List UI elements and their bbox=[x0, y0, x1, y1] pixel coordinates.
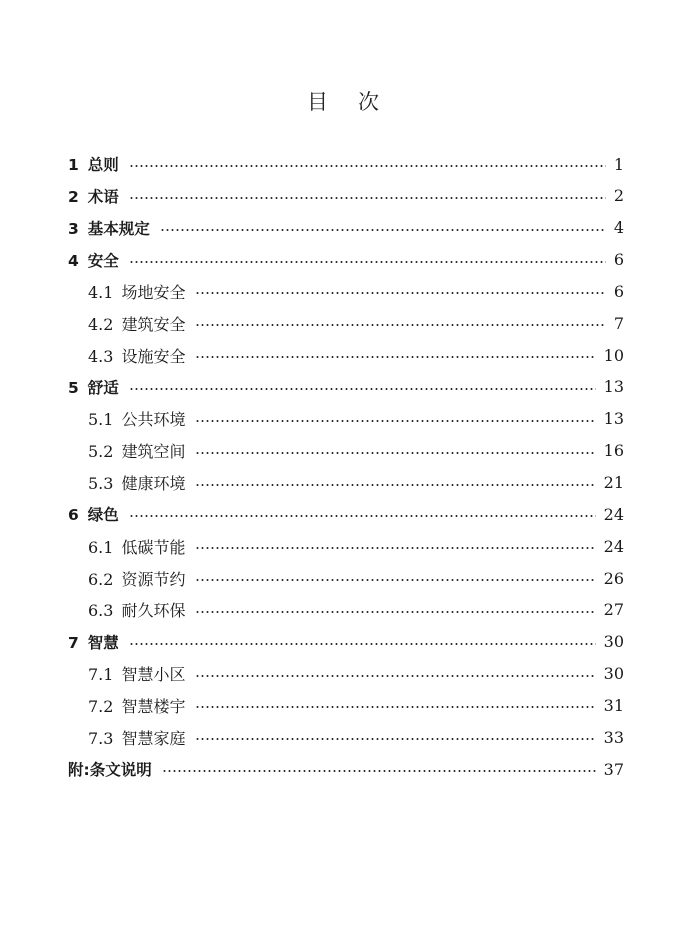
dot-leader bbox=[195, 484, 595, 486]
toc-entry-number: 7.1 bbox=[88, 665, 114, 685]
toc-page-number: 13 bbox=[603, 377, 624, 397]
toc-chapter-entry[interactable] bbox=[68, 753, 624, 785]
toc-page-number: 31 bbox=[603, 695, 624, 715]
toc-entry-label bbox=[68, 185, 119, 207]
toc-chapter-entry[interactable] bbox=[68, 371, 624, 403]
dot-leader bbox=[195, 324, 605, 326]
toc-entry-label bbox=[88, 344, 185, 367]
toc-entry-title: 智慧楼宇 bbox=[121, 696, 186, 716]
toc-entry-title: 绿色 bbox=[87, 506, 119, 525]
toc-entry-label bbox=[88, 407, 185, 430]
toc-chapter-entry[interactable] bbox=[68, 626, 624, 658]
toc-section-entry[interactable] bbox=[88, 562, 624, 594]
toc-entry-title: 智慧家庭 bbox=[121, 728, 186, 748]
toc-entry-label bbox=[88, 726, 185, 749]
toc-page-number: 33 bbox=[603, 727, 624, 747]
dot-leader bbox=[195, 675, 595, 677]
toc-page-number: 6 bbox=[613, 250, 624, 270]
toc-entry-label bbox=[68, 376, 119, 398]
toc-entry-number: 6.3 bbox=[88, 601, 114, 621]
toc-entry-title: 术语 bbox=[87, 187, 119, 206]
toc-entry-label bbox=[88, 567, 185, 590]
title-char-2: 次 bbox=[358, 90, 379, 114]
toc-entry-number: 7 bbox=[68, 633, 79, 652]
toc-entry-number: 5 bbox=[68, 378, 79, 397]
toc-chapter-entry[interactable] bbox=[68, 244, 624, 276]
toc-entry-title: 附:条文说明 bbox=[68, 761, 152, 780]
toc-entry-title: 低碳节能 bbox=[121, 537, 186, 557]
toc-page-number: 7 bbox=[613, 313, 624, 333]
toc-page-number: 2 bbox=[613, 186, 624, 206]
title-char-1: 目 bbox=[307, 90, 328, 114]
toc-entry-number: 4.1 bbox=[88, 282, 114, 302]
toc-entry-number: 6.1 bbox=[88, 537, 114, 557]
dot-leader bbox=[195, 452, 595, 454]
toc-page-number: 4 bbox=[613, 218, 624, 238]
toc-entry-label bbox=[68, 249, 119, 271]
toc-page-number: 24 bbox=[603, 536, 624, 556]
dot-leader bbox=[129, 165, 606, 167]
dot-leader bbox=[195, 547, 595, 549]
toc-entry-label bbox=[68, 503, 119, 525]
dot-leader bbox=[129, 643, 596, 645]
toc-entry-label bbox=[88, 280, 185, 303]
toc-entry-label bbox=[88, 471, 185, 494]
toc-section-entry[interactable] bbox=[88, 275, 624, 307]
toc-page-number: 27 bbox=[603, 600, 624, 620]
toc-entry-number: 3 bbox=[68, 219, 79, 238]
toc-page-number: 30 bbox=[603, 632, 624, 652]
toc-entry-title: 耐久环保 bbox=[121, 601, 186, 621]
dot-leader bbox=[195, 292, 605, 294]
toc-section-entry[interactable] bbox=[88, 307, 624, 339]
toc-page-number: 26 bbox=[603, 568, 624, 588]
toc-entry-number: 4 bbox=[68, 251, 79, 270]
toc-section-entry[interactable] bbox=[88, 721, 624, 753]
toc-entry-label bbox=[68, 217, 150, 239]
dot-leader bbox=[195, 611, 595, 613]
toc-section-entry[interactable] bbox=[88, 403, 624, 435]
toc-entry-title: 安全 bbox=[87, 251, 119, 270]
toc-chapter-entry[interactable] bbox=[68, 180, 624, 212]
toc-entry-label bbox=[88, 439, 185, 462]
toc-entry-number: 7.3 bbox=[88, 728, 114, 748]
toc-entry-number: 4.2 bbox=[88, 314, 114, 334]
toc-page-number: 37 bbox=[603, 759, 624, 779]
dot-leader bbox=[129, 197, 606, 199]
toc-entry-label bbox=[68, 758, 152, 780]
toc-entry-label bbox=[68, 631, 119, 653]
toc-chapter-entry[interactable] bbox=[68, 212, 624, 244]
toc-entry-title: 资源节约 bbox=[121, 569, 186, 589]
dot-leader bbox=[195, 420, 595, 422]
toc-entry-title: 场地安全 bbox=[121, 282, 186, 302]
toc-entry-title: 总则 bbox=[87, 156, 119, 174]
toc-chapter-entry[interactable] bbox=[68, 498, 624, 530]
toc-entry-number: 6.2 bbox=[88, 569, 114, 589]
toc-page-number: 21 bbox=[603, 473, 624, 492]
toc-page-number: 16 bbox=[603, 441, 624, 461]
dot-leader bbox=[195, 356, 595, 358]
toc-entry-number: 5.2 bbox=[88, 442, 114, 462]
toc-entry-number: 5.1 bbox=[88, 410, 114, 430]
toc-entry-number: 2 bbox=[68, 187, 79, 206]
toc-page-number: 6 bbox=[613, 281, 624, 301]
toc-entry-title: 基本规定 bbox=[87, 219, 150, 238]
toc-section-entry[interactable] bbox=[88, 530, 624, 562]
toc-section-entry[interactable] bbox=[88, 594, 624, 626]
toc-section-entry[interactable] bbox=[88, 435, 624, 467]
dot-leader bbox=[195, 706, 595, 708]
toc-entry-number: 7.2 bbox=[88, 696, 114, 716]
toc-entry-label bbox=[88, 312, 185, 335]
toc-entry-title: 建筑安全 bbox=[121, 314, 186, 334]
dot-leader bbox=[195, 579, 595, 581]
toc-entry-label bbox=[88, 694, 185, 717]
dot-leader bbox=[129, 388, 596, 390]
page-title bbox=[0, 86, 686, 116]
toc-entry-number: 1 bbox=[68, 156, 79, 174]
toc-entry-title: 设施安全 bbox=[121, 346, 186, 366]
toc-entry-number: 5.3 bbox=[88, 474, 114, 493]
dot-leader bbox=[195, 738, 595, 740]
toc-entry-title: 智慧小区 bbox=[121, 665, 186, 685]
toc-entry-title: 建筑空间 bbox=[121, 442, 186, 462]
toc-section-entry[interactable] bbox=[88, 339, 624, 371]
toc-entry-title: 智慧 bbox=[87, 633, 119, 652]
dot-leader bbox=[129, 261, 606, 263]
toc-page-number: 1 bbox=[613, 154, 624, 174]
dot-leader bbox=[160, 229, 606, 231]
toc-page-number: 13 bbox=[603, 409, 624, 429]
toc-entry-title: 舒适 bbox=[87, 378, 119, 397]
toc-entry-number: 4.3 bbox=[88, 346, 114, 366]
toc-section-entry[interactable] bbox=[88, 658, 624, 690]
dot-leader bbox=[129, 515, 596, 517]
toc-entry-label bbox=[88, 598, 185, 621]
toc-entry-label bbox=[88, 662, 185, 685]
toc-entry-number: 6 bbox=[68, 506, 79, 525]
toc-entry-label bbox=[68, 153, 119, 175]
toc-entry-title: 公共环境 bbox=[121, 410, 186, 430]
toc-section-entry[interactable] bbox=[88, 467, 624, 499]
toc-entry-label bbox=[88, 535, 185, 558]
toc-page-number: 30 bbox=[603, 664, 624, 684]
dot-leader bbox=[162, 770, 596, 772]
toc-chapter-entry[interactable] bbox=[68, 148, 624, 180]
toc-entry-title: 健康环境 bbox=[121, 474, 186, 493]
toc-page-number: 10 bbox=[603, 345, 624, 365]
toc-page-number: 24 bbox=[603, 504, 624, 524]
toc-section-entry[interactable] bbox=[88, 689, 624, 721]
